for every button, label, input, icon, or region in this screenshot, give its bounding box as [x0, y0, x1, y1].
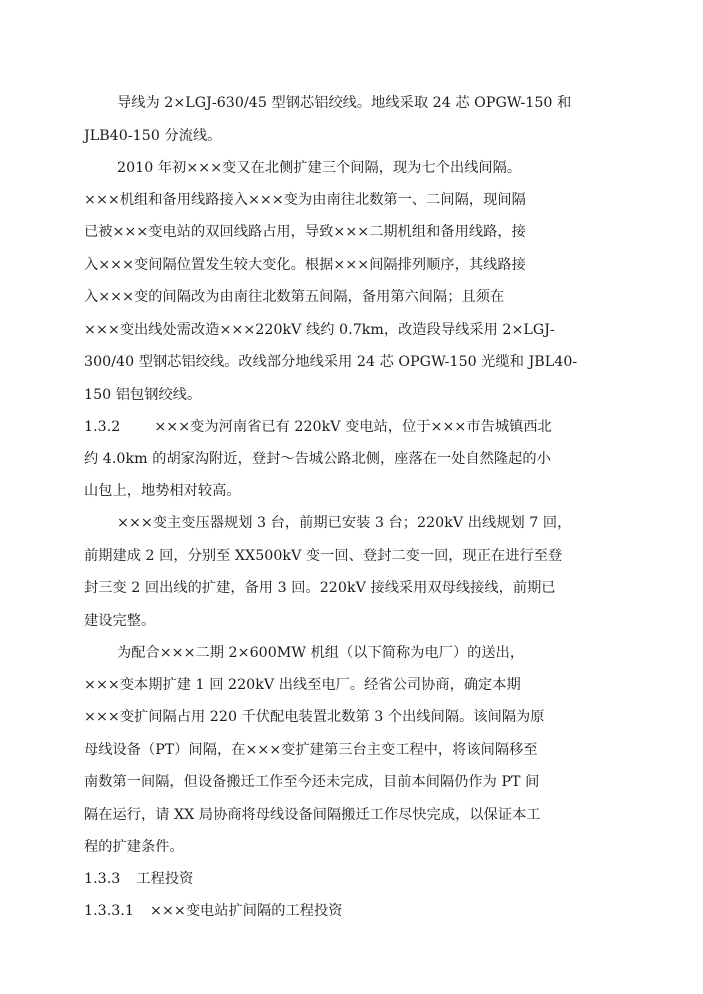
- section-number: 1.3.3: [84, 871, 121, 887]
- text-line: 约 4.0km 的胡家沟附近，登封～告城公路北侧，座落在一处自然隆起的小: [84, 451, 551, 467]
- text-line: 已被×××变电站的双回线路占用，导致×××二期机组和备用线路，接: [84, 224, 526, 240]
- text-line: 入×××变间隔位置发生较大变化。根据×××间隔排列顺序，其线路接: [84, 257, 526, 273]
- text-line: ×××变本期扩建 1 回 220kV 出线至电厂。经省公司协商，确定本期: [84, 677, 521, 693]
- text-line: 为配合×××二期 2×600MW 机组（以下简称为电厂）的送出，: [117, 645, 525, 661]
- text-line: 300/40 型钢芯铝绞线。改线部分地线采用 24 芯 OPGW-150 光缆和 JBL40-: [84, 354, 578, 370]
- section-heading-1-3-2: [84, 418, 552, 436]
- text-line: 前期建成 2 回，分别至 XX500kV 变一回、登封二变一回，现正在进行至登: [84, 548, 563, 564]
- text-line: 程的扩建条件。: [84, 839, 184, 855]
- text-line: 山包上，地势相对较高。: [84, 483, 241, 499]
- text-line: 2010 年初×××变又在北侧扩建三个间隔，现为七个出线间隔。: [117, 160, 522, 176]
- text-line: 入×××变的间隔改为由南往北数第五间隔，备用第六间隔；且须在: [84, 289, 505, 305]
- text-line: JLB40-150 分流线。: [84, 128, 222, 144]
- section-number: 1.3.2: [84, 419, 121, 435]
- text-line: 南数第一间隔，但设备搬迁工作至今还未完成，目前本间隔仍作为 PT 间: [84, 774, 540, 790]
- text-line: 建设完整。: [84, 613, 156, 629]
- section-number: 1.3.3.1: [84, 903, 134, 919]
- text-line: ×××变主变压器规划 3 台，前期已安装 3 台；220kV 出线规划 7 回，: [117, 515, 572, 531]
- text-line: 导线为 2×LGJ-630/45 型钢芯铝绞线。地线采取 24 芯 OPGW-150 和: [117, 95, 572, 111]
- section-title: 工程投资: [136, 871, 194, 887]
- section-heading-1-3-3-1: [84, 902, 342, 920]
- text-line: 隔在运行，请 XX 局协商将母线设备间隔搬迁工作尽快完成，以保证本工: [84, 807, 541, 823]
- text-line: 150 铝包钢绞线。: [84, 387, 202, 403]
- section-heading-1-3-3: [84, 870, 193, 888]
- text-line: ×××变为河南省已有 220kV 变电站，位于×××市告城镇西北: [154, 419, 552, 435]
- text-line: 母线设备（PT）间隔，在×××变扩建第三台主变工程中，将该间隔移至: [84, 742, 538, 758]
- text-line: ×××变扩间隔占用 220 千伏配电装置北数第 3 个出线间隔。该间隔为原: [84, 709, 545, 725]
- text-line: ×××变出线处需改造×××220kV 线约 0.7km，改造段导线采用 2×LGJ-: [84, 322, 555, 338]
- section-title: ×××变电站扩间隔的工程投资: [150, 903, 343, 919]
- text-line: ×××机组和备用线路接入×××变为由南往北数第一、二间隔，现间隔: [84, 192, 526, 208]
- text-line: 封三变 2 回出线的扩建，备用 3 回。220kV 接线采用双母线接线，前期已: [84, 580, 556, 596]
